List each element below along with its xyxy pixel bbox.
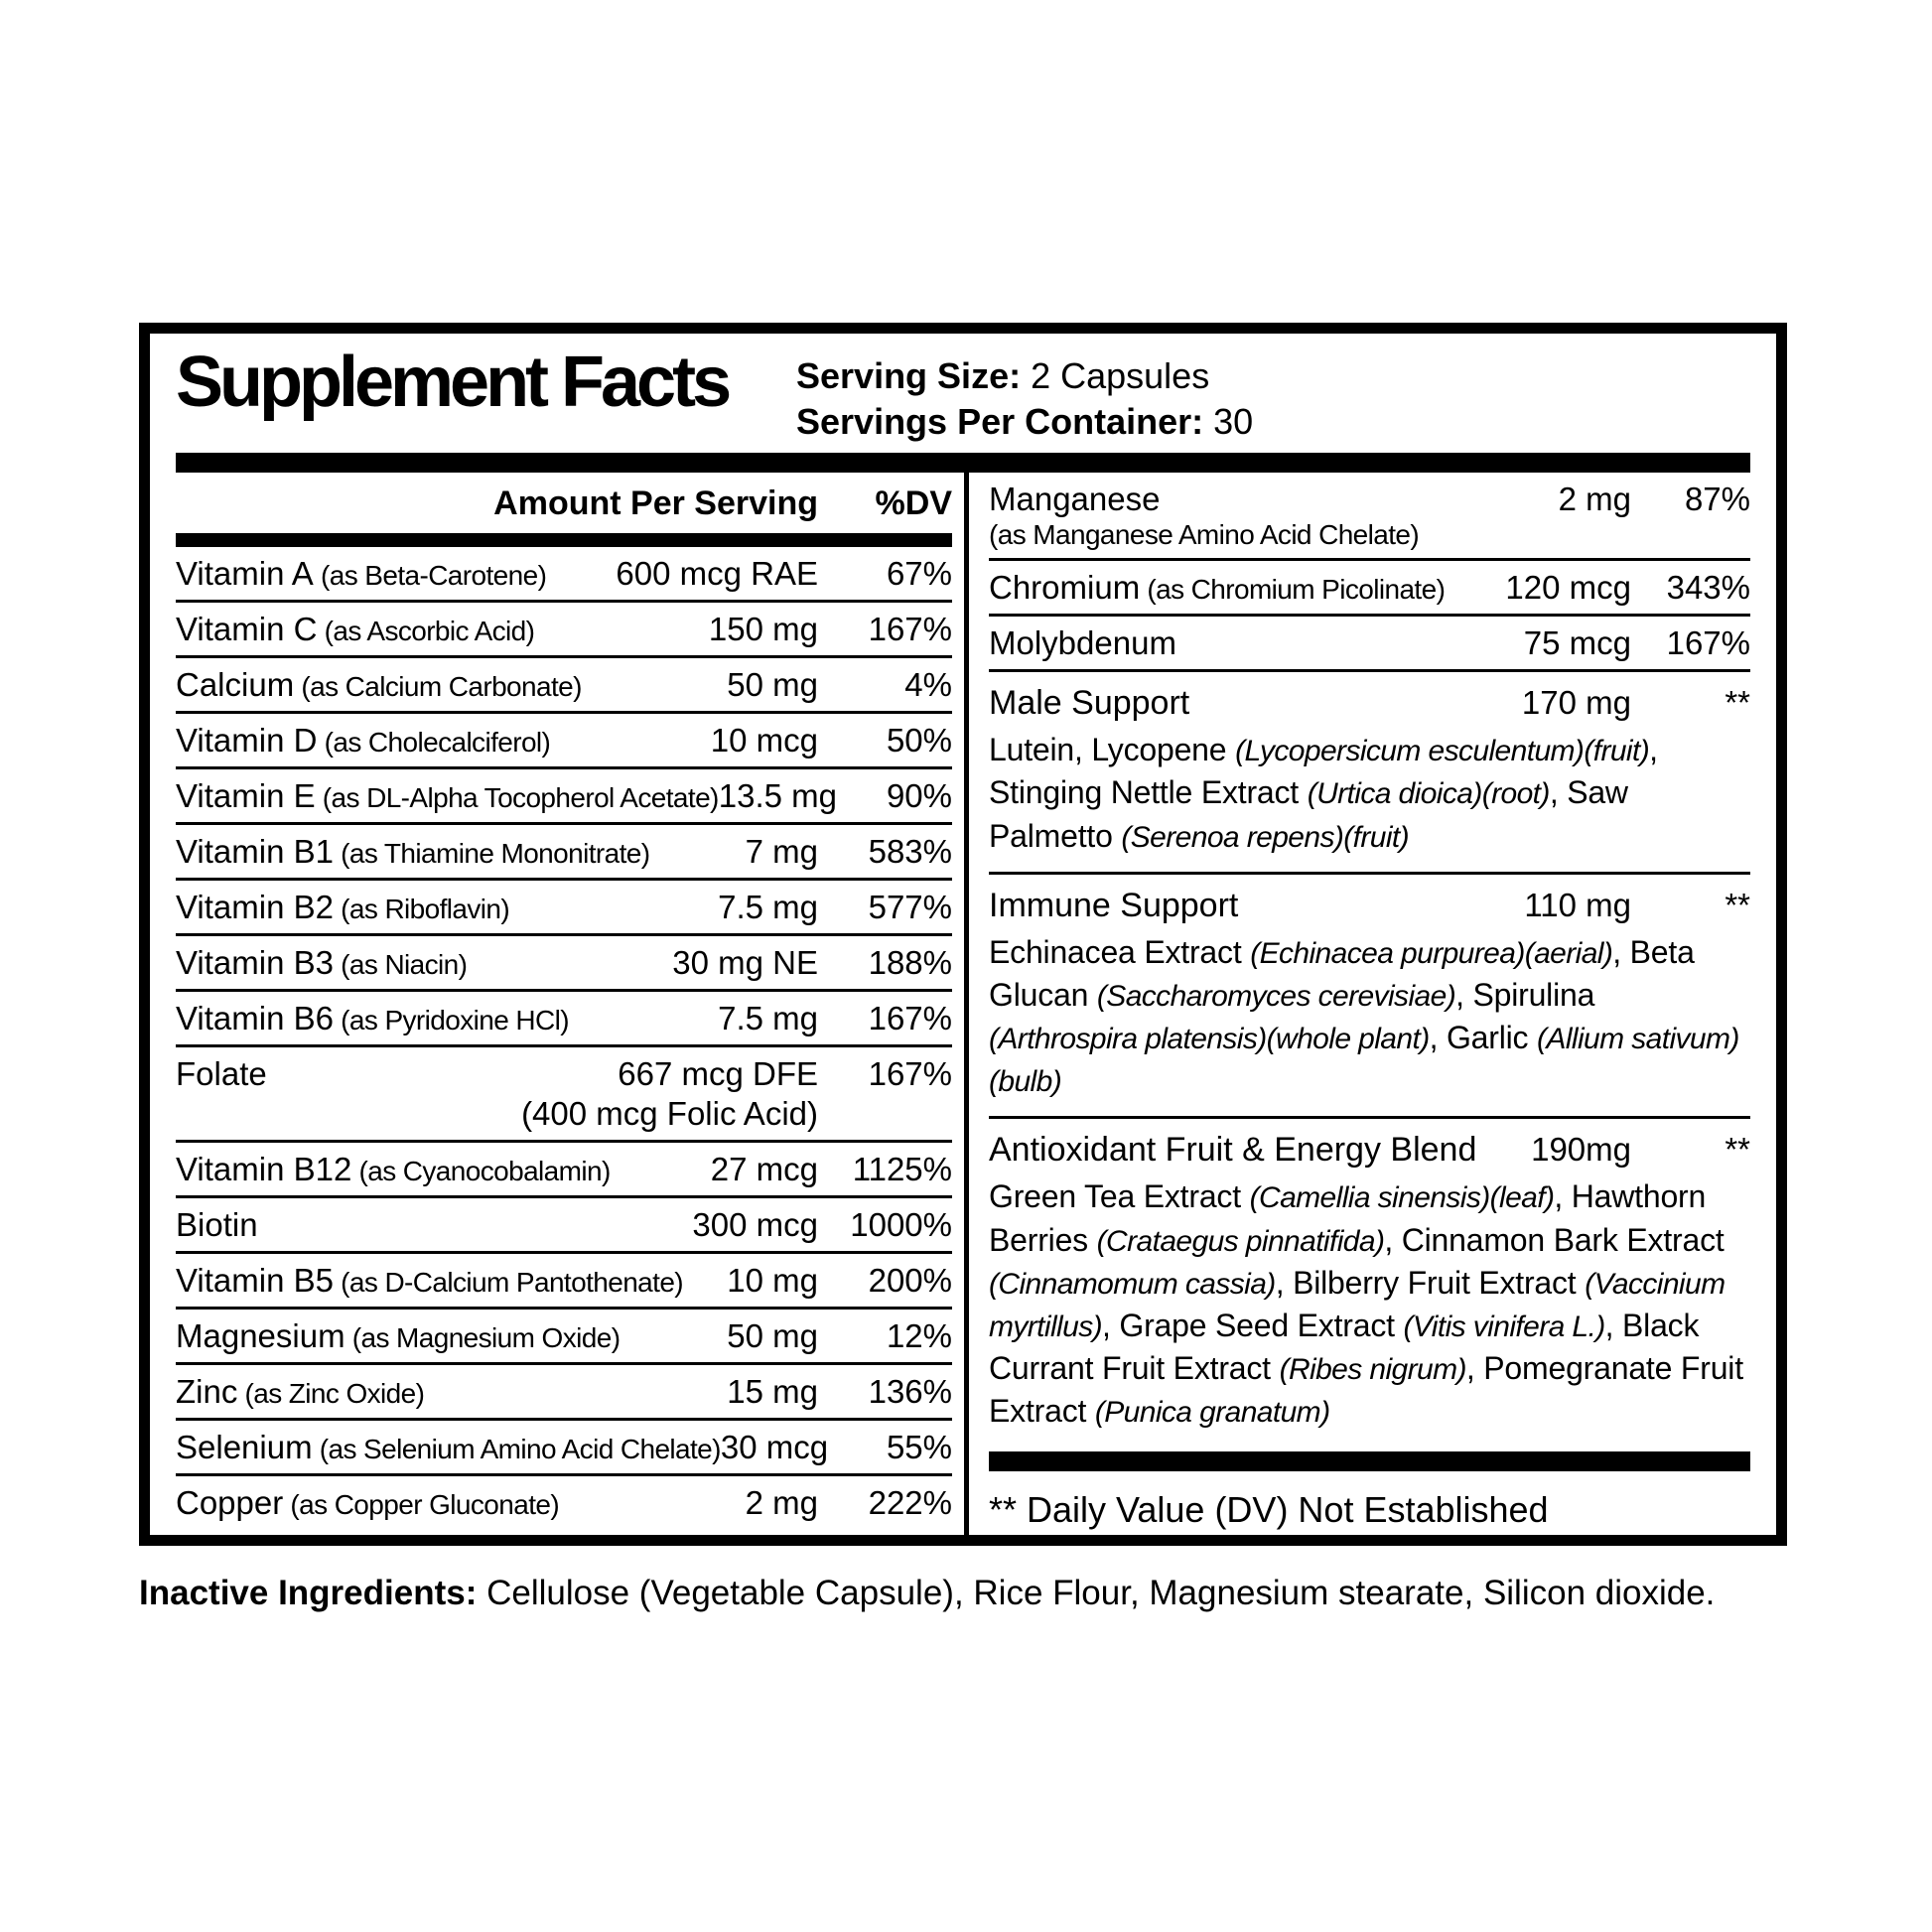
serving-size-value: 2 Capsules — [1031, 355, 1210, 396]
nutrient-row — [176, 1047, 952, 1143]
nutrient-row-line — [176, 611, 952, 648]
left-header-bar — [176, 533, 952, 547]
nutrient-name: Magnesium (as Magnesium Oxide) — [176, 1317, 621, 1355]
nutrient-dv: 12% — [886, 1317, 952, 1355]
ingredient-text-segment: , Grape Seed Extract — [1102, 1308, 1404, 1344]
nutrient-dv: 167% — [868, 1055, 952, 1093]
nutrient-amount: 120 mcg — [1505, 569, 1631, 607]
nutrient-form: (as Cholecalciferol) — [317, 727, 551, 759]
blend-sections — [989, 672, 1750, 1447]
nutrient-dv: 87% — [1684, 481, 1750, 518]
nutrient-name: Vitamin B1 (as Thiamine Mononitrate) — [176, 833, 650, 871]
nutrient-amount: 667 mcg DFE — [618, 1055, 818, 1093]
nutrient-amount: 50 mg — [727, 1317, 818, 1355]
ingredient-text-segment: (Cinnamomum cassia) — [989, 1267, 1276, 1301]
nutrient-row-line — [176, 722, 952, 759]
nutrient-dv: 4% — [904, 666, 952, 704]
nutrient-dv: 577% — [868, 889, 952, 926]
nutrient-amount: 7.5 mg — [718, 1000, 818, 1037]
nutrient-row — [176, 1421, 952, 1476]
nutrient-name: Chromium (as Chromium Picolinate) — [989, 569, 1446, 607]
nutrient-name: Vitamin C (as Ascorbic Acid) — [176, 611, 535, 648]
blend-dv: ** — [1725, 886, 1750, 923]
nutrient-dv: 55% — [886, 1429, 952, 1466]
serving-size-label: Serving Size: — [796, 355, 1022, 396]
nutrient-row — [176, 1310, 952, 1365]
inactive-ingredients-text: Cellulose (Vegetable Capsule), Rice Flour, Magnesium stearate, Silicon dioxide. — [477, 1574, 1716, 1612]
nutrient-form: (as Beta-Carotene) — [313, 560, 547, 592]
blend-ingredients — [989, 931, 1750, 1103]
nutrient-row — [176, 1254, 952, 1310]
nutrient-name: Biotin — [176, 1206, 258, 1244]
nutrient-amount: 2 mg — [745, 1484, 818, 1522]
ingredient-text-segment: (Camellia sinensis)(leaf) — [1249, 1181, 1555, 1215]
blend-amount: 170 mg — [1521, 684, 1631, 722]
header-divider-bar — [176, 453, 1750, 473]
nutrient-form: (as Pyridoxine HCl) — [333, 1005, 569, 1036]
nutrient-amount: 7 mg — [745, 833, 818, 871]
nutrient-amount: 30 mcg — [720, 1429, 829, 1466]
nutrient-form: (as Chromium Picolinate) — [1140, 574, 1446, 606]
nutrient-name: Folate — [176, 1055, 267, 1093]
left-nutrient-rows — [176, 547, 952, 1529]
nutrient-row-line — [176, 1151, 952, 1188]
nutrient-amount: 2 mg — [1558, 481, 1631, 518]
nutrient-form: (as Cyanocobalamin) — [351, 1156, 611, 1187]
facts-columns — [176, 473, 1750, 1540]
nutrient-dv: 1000% — [850, 1206, 952, 1244]
right-nutrient-rows — [989, 473, 1750, 672]
serving-info — [796, 345, 1750, 445]
nutrient-amount: 50 mg — [727, 666, 818, 704]
nutrient-amount: 7.5 mg — [718, 889, 818, 926]
ingredient-text-segment: , Cinnamon Bark Extract — [1384, 1221, 1725, 1258]
nutrient-name: Copper (as Copper Gluconate) — [176, 1484, 560, 1522]
nutrient-row — [989, 561, 1750, 617]
nutrient-form: (as Copper Gluconate) — [283, 1489, 560, 1521]
nutrient-row — [176, 992, 952, 1047]
inactive-ingredients — [139, 1574, 1827, 1613]
ingredient-text-segment: (Lycopersicum esculentum)(fruit) — [1235, 735, 1650, 768]
ingredient-text-segment: (Ribes nigrum) — [1279, 1353, 1466, 1387]
nutrient-name: Vitamin A (as Beta-Carotene) — [176, 555, 547, 593]
nutrient-form: (as Calcium Carbonate) — [294, 671, 582, 703]
nutrient-form: (as Niacin) — [333, 949, 468, 981]
serving-size-line — [796, 353, 1750, 399]
nutrient-amount: 15 mg — [727, 1373, 818, 1411]
nutrient-name: Molybdenum — [989, 624, 1176, 662]
ingredient-text-segment: (Urtica dioica)(root) — [1307, 777, 1550, 811]
ingredient-text-segment: , Bilberry Fruit Extract — [1275, 1264, 1586, 1301]
nutrient-row — [176, 1365, 952, 1421]
nutrient-row — [176, 714, 952, 769]
blend-amount: 190mg — [1531, 1131, 1631, 1169]
nutrient-dv: 167% — [868, 611, 952, 648]
nutrient-row — [989, 617, 1750, 672]
ingredient-text-segment: Echinacea Extract — [989, 933, 1251, 970]
ingredient-text-segment: Green Tea Extract — [989, 1178, 1250, 1215]
nutrient-name: Vitamin D (as Cholecalciferol) — [176, 722, 551, 759]
servings-per-container-line — [796, 399, 1750, 445]
nutrient-row — [176, 1143, 952, 1198]
ingredient-text-segment: , Pomegranate Fruit Extract — [989, 1350, 1743, 1430]
nutrient-amount: 30 mg NE — [672, 944, 818, 982]
nutrient-form: (as D-Calcium Pantothenate) — [333, 1267, 684, 1299]
nutrient-row — [176, 1198, 952, 1254]
nutrient-name: Manganese — [989, 481, 1161, 518]
nutrient-row-line — [176, 1484, 952, 1522]
dv-header: %DV — [875, 484, 952, 523]
footnote-divider-bar — [989, 1451, 1750, 1471]
nutrient-name: Zinc (as Zinc Oxide) — [176, 1373, 425, 1411]
nutrient-note: (400 mcg Folic Acid) — [521, 1095, 818, 1133]
servings-per-container-label: Servings Per Container: — [796, 401, 1204, 443]
nutrient-row-line — [989, 569, 1750, 607]
nutrient-dv: 136% — [868, 1373, 952, 1411]
nutrient-row — [176, 825, 952, 881]
ingredient-text-segment: (Saccharomyces cerevisiae) — [1096, 979, 1456, 1013]
blend-amount: 110 mg — [1524, 886, 1631, 923]
nutrient-row — [176, 547, 952, 603]
ingredient-text-segment: (Vaccinium myrtillus) — [989, 1267, 1725, 1344]
ingredient-text-segment: , Spirulina — [1455, 976, 1595, 1013]
blend-name: Male Support — [989, 684, 1190, 723]
ingredient-text-segment: , Beta Glucan — [989, 933, 1695, 1013]
nutrient-amount: 10 mg — [727, 1262, 818, 1300]
blend-dv: ** — [1725, 1131, 1750, 1169]
nutrient-dv: 200% — [868, 1262, 952, 1300]
inactive-ingredients-label: Inactive Ingredients: — [139, 1574, 478, 1612]
nutrient-dv: 167% — [1666, 624, 1750, 662]
nutrient-name: Vitamin B3 (as Niacin) — [176, 944, 468, 982]
ingredient-text-segment: (Echinacea purpurea)(aerial) — [1250, 936, 1613, 970]
nutrient-amount: 600 mcg RAE — [616, 555, 818, 593]
ingredient-text-segment: , Stinging Nettle Extract — [989, 732, 1658, 811]
servings-per-container-value: 30 — [1213, 401, 1254, 443]
nutrient-name: Vitamin E (as DL-Alpha Tocopherol Acetate) — [176, 777, 719, 815]
nutrient-row — [989, 473, 1750, 561]
nutrient-row-line — [176, 1373, 952, 1411]
nutrient-dv: 1125% — [852, 1151, 952, 1188]
blend-ingredients — [989, 729, 1750, 858]
blend-title-row — [989, 1125, 1750, 1175]
nutrient-form: (as Zinc Oxide) — [237, 1378, 425, 1410]
blend-ingredients — [989, 1175, 1750, 1433]
nutrient-amount: 150 mg — [708, 611, 818, 648]
ingredient-text-segment: , Saw Palmetto — [989, 774, 1628, 854]
nutrient-form-note: (as Manganese Amino Acid Chelate) — [989, 519, 1420, 551]
nutrient-row-line — [176, 1429, 952, 1466]
nutrient-row — [176, 936, 952, 992]
ingredient-text-segment: (Vitis vinifera L.) — [1403, 1311, 1605, 1344]
nutrient-dv: 50% — [886, 722, 952, 759]
ingredient-text-segment: (Punica granatum) — [1094, 1396, 1330, 1430]
nutrient-form: (as DL-Alpha Tocopherol Acetate) — [315, 782, 719, 814]
nutrient-name: Vitamin B6 (as Pyridoxine HCl) — [176, 1000, 569, 1037]
blend-name: Immune Support — [989, 886, 1239, 924]
ingredient-text-segment: (Serenoa repens)(fruit) — [1121, 820, 1410, 854]
nutrient-row-line — [176, 889, 952, 926]
nutrient-amount: 75 mcg — [1523, 624, 1631, 662]
nutrient-name: Vitamin B2 (as Riboflavin) — [176, 889, 510, 926]
nutrient-row — [176, 881, 952, 936]
ingredient-text-segment: , Hawthorn Berries — [989, 1178, 1707, 1258]
ingredient-text-segment: (Arthrospira platensis)(whole plant) — [989, 1023, 1430, 1056]
panel-title: Supplement Facts — [176, 343, 729, 422]
nutrient-dv: 188% — [868, 944, 952, 982]
nutrient-form: (as Magnesium Oxide) — [345, 1322, 621, 1354]
nutrient-name: Vitamin B5 (as D-Calcium Pantothenate) — [176, 1262, 684, 1300]
nutrient-dv: 222% — [868, 1484, 952, 1522]
nutrient-row-line — [176, 1055, 952, 1093]
amount-per-serving-header: Amount Per Serving — [493, 484, 818, 523]
nutrient-row-line — [176, 1317, 952, 1355]
ingredient-text-segment: (Crataegus pinnatifida) — [1096, 1224, 1385, 1258]
ingredient-text-segment: Lutein, Lycopene — [989, 732, 1236, 768]
nutrient-amount: 10 mcg — [710, 722, 818, 759]
ingredient-text-segment: , Garlic — [1429, 1020, 1538, 1056]
nutrient-form: (as Selenium Amino Acid Chelate) — [312, 1434, 721, 1465]
nutrient-row-line — [176, 777, 952, 815]
nutrient-dv: 67% — [886, 555, 952, 593]
nutrient-form: (as Thiamine Mononitrate) — [333, 838, 650, 870]
ingredient-text-segment: , Black Currant Fruit Extract — [989, 1308, 1700, 1387]
panel-header — [176, 334, 1750, 445]
dv-footnote: ** Daily Value (DV) Not Established — [989, 1488, 1549, 1530]
blend-name: Antioxidant Fruit & Energy Blend — [989, 1131, 1477, 1170]
blend-section — [989, 1119, 1750, 1447]
nutrient-dv: 90% — [886, 777, 952, 815]
nutrient-row — [176, 658, 952, 714]
nutrient-row-line — [176, 1206, 952, 1244]
nutrient-amount: 27 mcg — [710, 1151, 818, 1188]
supplement-facts-panel — [139, 323, 1787, 1546]
nutrient-form: (as Riboflavin) — [333, 894, 510, 925]
blend-title-row — [989, 881, 1750, 931]
ingredient-text-segment: (Allium sativum)(bulb) — [989, 1023, 1739, 1099]
nutrient-row-line — [176, 666, 952, 704]
nutrient-row — [176, 603, 952, 658]
blend-title-row — [989, 678, 1750, 729]
nutrient-name: Selenium (as Selenium Amino Acid Chelate) — [176, 1429, 721, 1466]
nutrient-row-line — [176, 1000, 952, 1037]
nutrient-row-line — [176, 833, 952, 871]
nutrient-form: (as Ascorbic Acid) — [317, 616, 535, 647]
nutrient-row — [176, 769, 952, 825]
right-column — [969, 473, 1750, 1540]
nutrient-row — [176, 1476, 952, 1529]
nutrient-row-line — [176, 1262, 952, 1300]
nutrient-row-line — [989, 624, 1750, 662]
nutrient-dv: 583% — [868, 833, 952, 871]
nutrient-row-line — [989, 481, 1750, 518]
left-column-header — [176, 473, 952, 533]
nutrient-dv: 343% — [1666, 569, 1750, 607]
nutrient-amount: 300 mcg — [692, 1206, 818, 1244]
blend-section — [989, 672, 1750, 875]
nutrient-row-line — [176, 555, 952, 593]
blend-dv: ** — [1725, 684, 1750, 722]
nutrient-amount: 13.5 mg — [718, 777, 838, 815]
blend-section — [989, 875, 1750, 1120]
nutrient-dv: 167% — [868, 1000, 952, 1037]
nutrient-row-line — [176, 944, 952, 982]
nutrient-name: Calcium (as Calcium Carbonate) — [176, 666, 582, 704]
left-column — [176, 473, 956, 1540]
nutrient-name: Vitamin B12 (as Cyanocobalamin) — [176, 1151, 611, 1188]
